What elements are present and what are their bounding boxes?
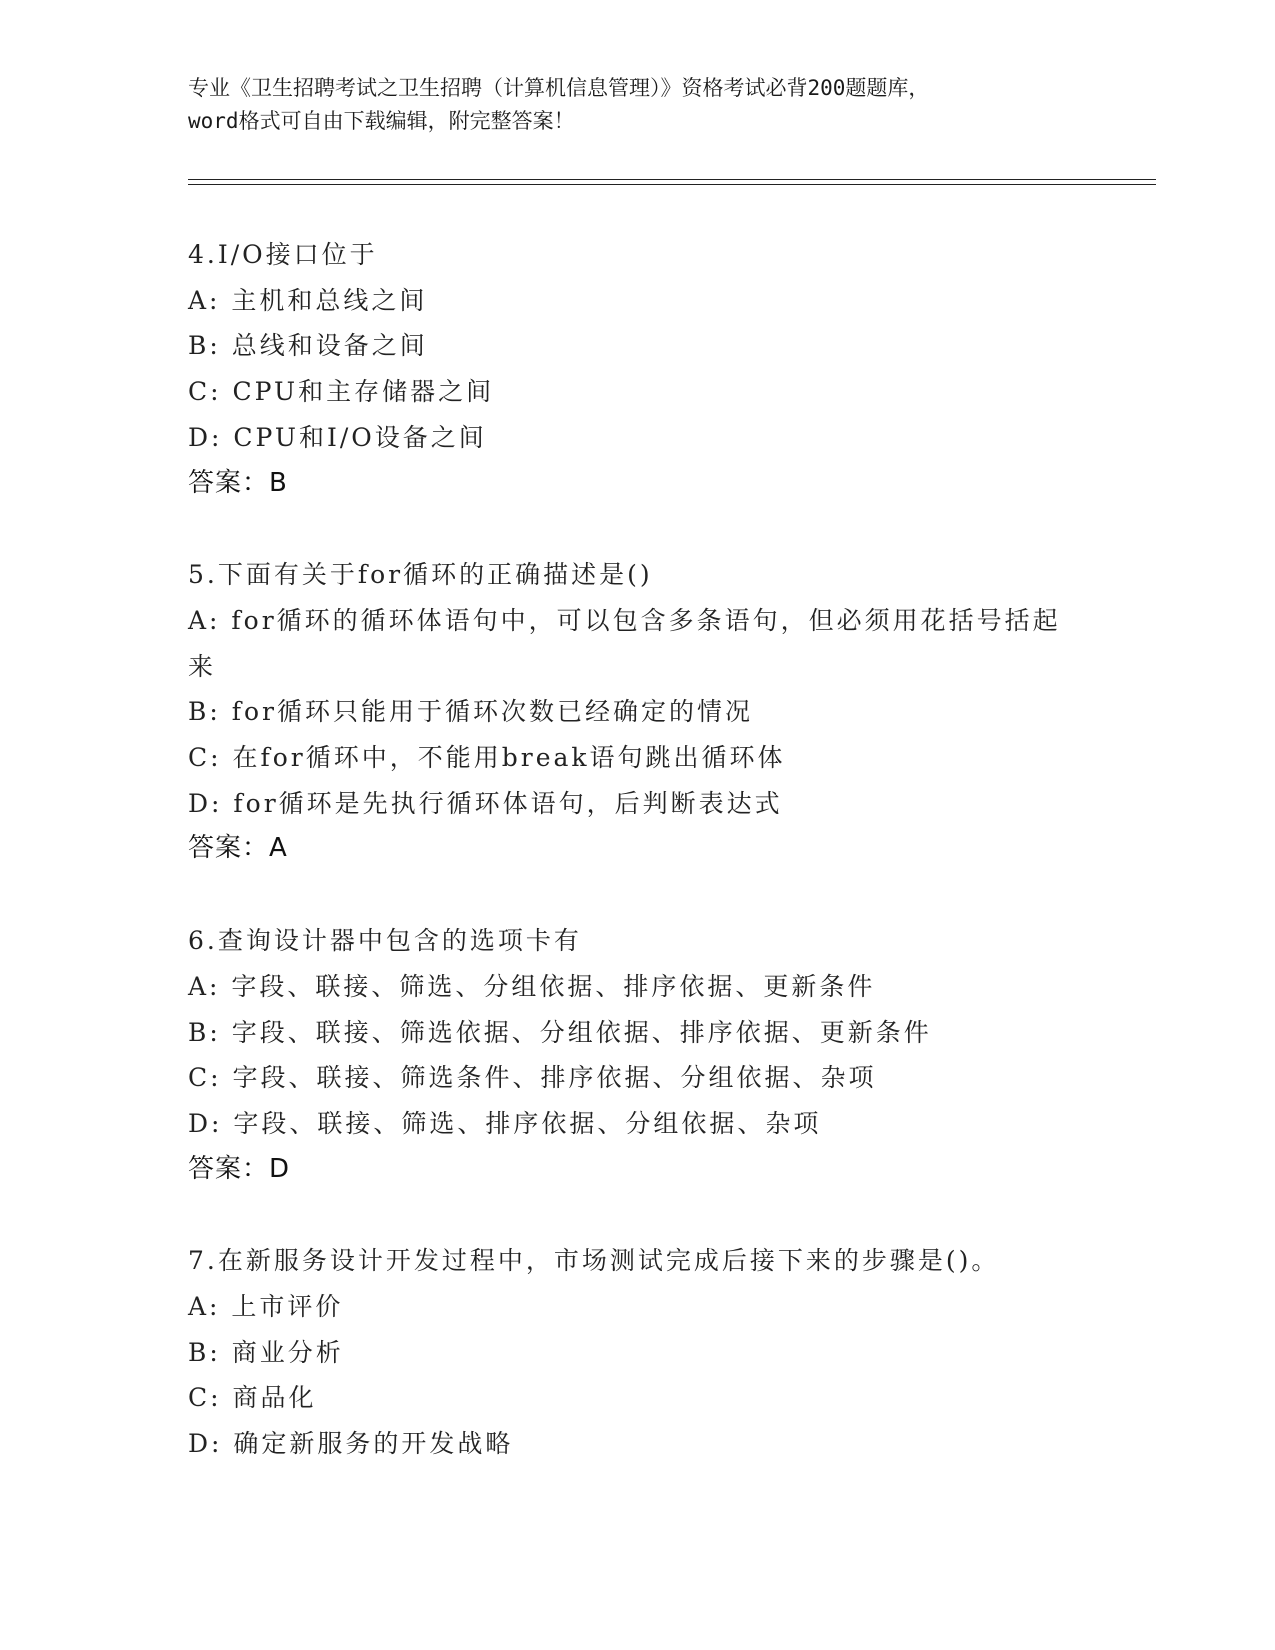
header-line-1: 专业《卫生招聘考试之卫生招聘（计算机信息管理）》资格考试必背200题题库， xyxy=(188,76,930,100)
option-a: A: 主机和总线之间 xyxy=(188,285,428,315)
option-c: C: 在for循环中，不能用break语句跳出循环体 xyxy=(188,743,786,773)
question-4 xyxy=(188,232,1088,506)
option-b: B: 总线和设备之间 xyxy=(188,331,428,361)
answer-label: 答案：D xyxy=(188,1153,291,1184)
option-a: A: 上市评价 xyxy=(188,1292,344,1322)
option-d: D: 字段、联接、筛选、排序依据、分组依据、杂项 xyxy=(188,1108,822,1138)
question-5 xyxy=(188,552,1088,872)
option-c: C: CPU和主存储器之间 xyxy=(188,377,495,407)
option-d: D: 确定新服务的开发战略 xyxy=(188,1429,514,1459)
question-list xyxy=(188,232,1088,1513)
answer-label: 答案：B xyxy=(188,467,288,498)
option-c: C: 商品化 xyxy=(188,1383,317,1413)
header-line-2: word格式可自由下载编辑，附完整答案！ xyxy=(188,109,575,133)
header-divider-bottom xyxy=(188,184,1156,185)
option-a: A: for循环的循环体语句中，可以包含多条语句，但必须用花括号括起来 xyxy=(188,605,1061,681)
option-c: C: 字段、联接、筛选条件、排序依据、分组依据、杂项 xyxy=(188,1063,877,1093)
document-header xyxy=(188,72,1108,138)
question-6 xyxy=(188,918,1088,1192)
option-b: B: for循环只能用于循环次数已经确定的情况 xyxy=(188,697,753,727)
question-7 xyxy=(188,1238,1088,1467)
option-b: B: 商业分析 xyxy=(188,1337,344,1367)
answer-label: 答案：A xyxy=(188,833,288,864)
question-stem: 6.查询设计器中包含的选项卡有 xyxy=(188,926,582,956)
header-divider-top xyxy=(188,179,1156,180)
question-stem: 7.在新服务设计开发过程中，市场测试完成后接下来的步骤是()。 xyxy=(188,1246,1000,1276)
option-d: D: for循环是先执行循环体语句，后判断表达式 xyxy=(188,788,783,818)
question-stem: 5.下面有关于for循环的正确描述是() xyxy=(188,560,653,590)
option-b: B: 字段、联接、筛选依据、分组依据、排序依据、更新条件 xyxy=(188,1017,932,1047)
option-d: D: CPU和I/O设备之间 xyxy=(188,422,487,452)
option-a: A: 字段、联接、筛选、分组依据、排序依据、更新条件 xyxy=(188,971,876,1001)
question-stem: 4.I/O接口位于 xyxy=(188,240,378,269)
